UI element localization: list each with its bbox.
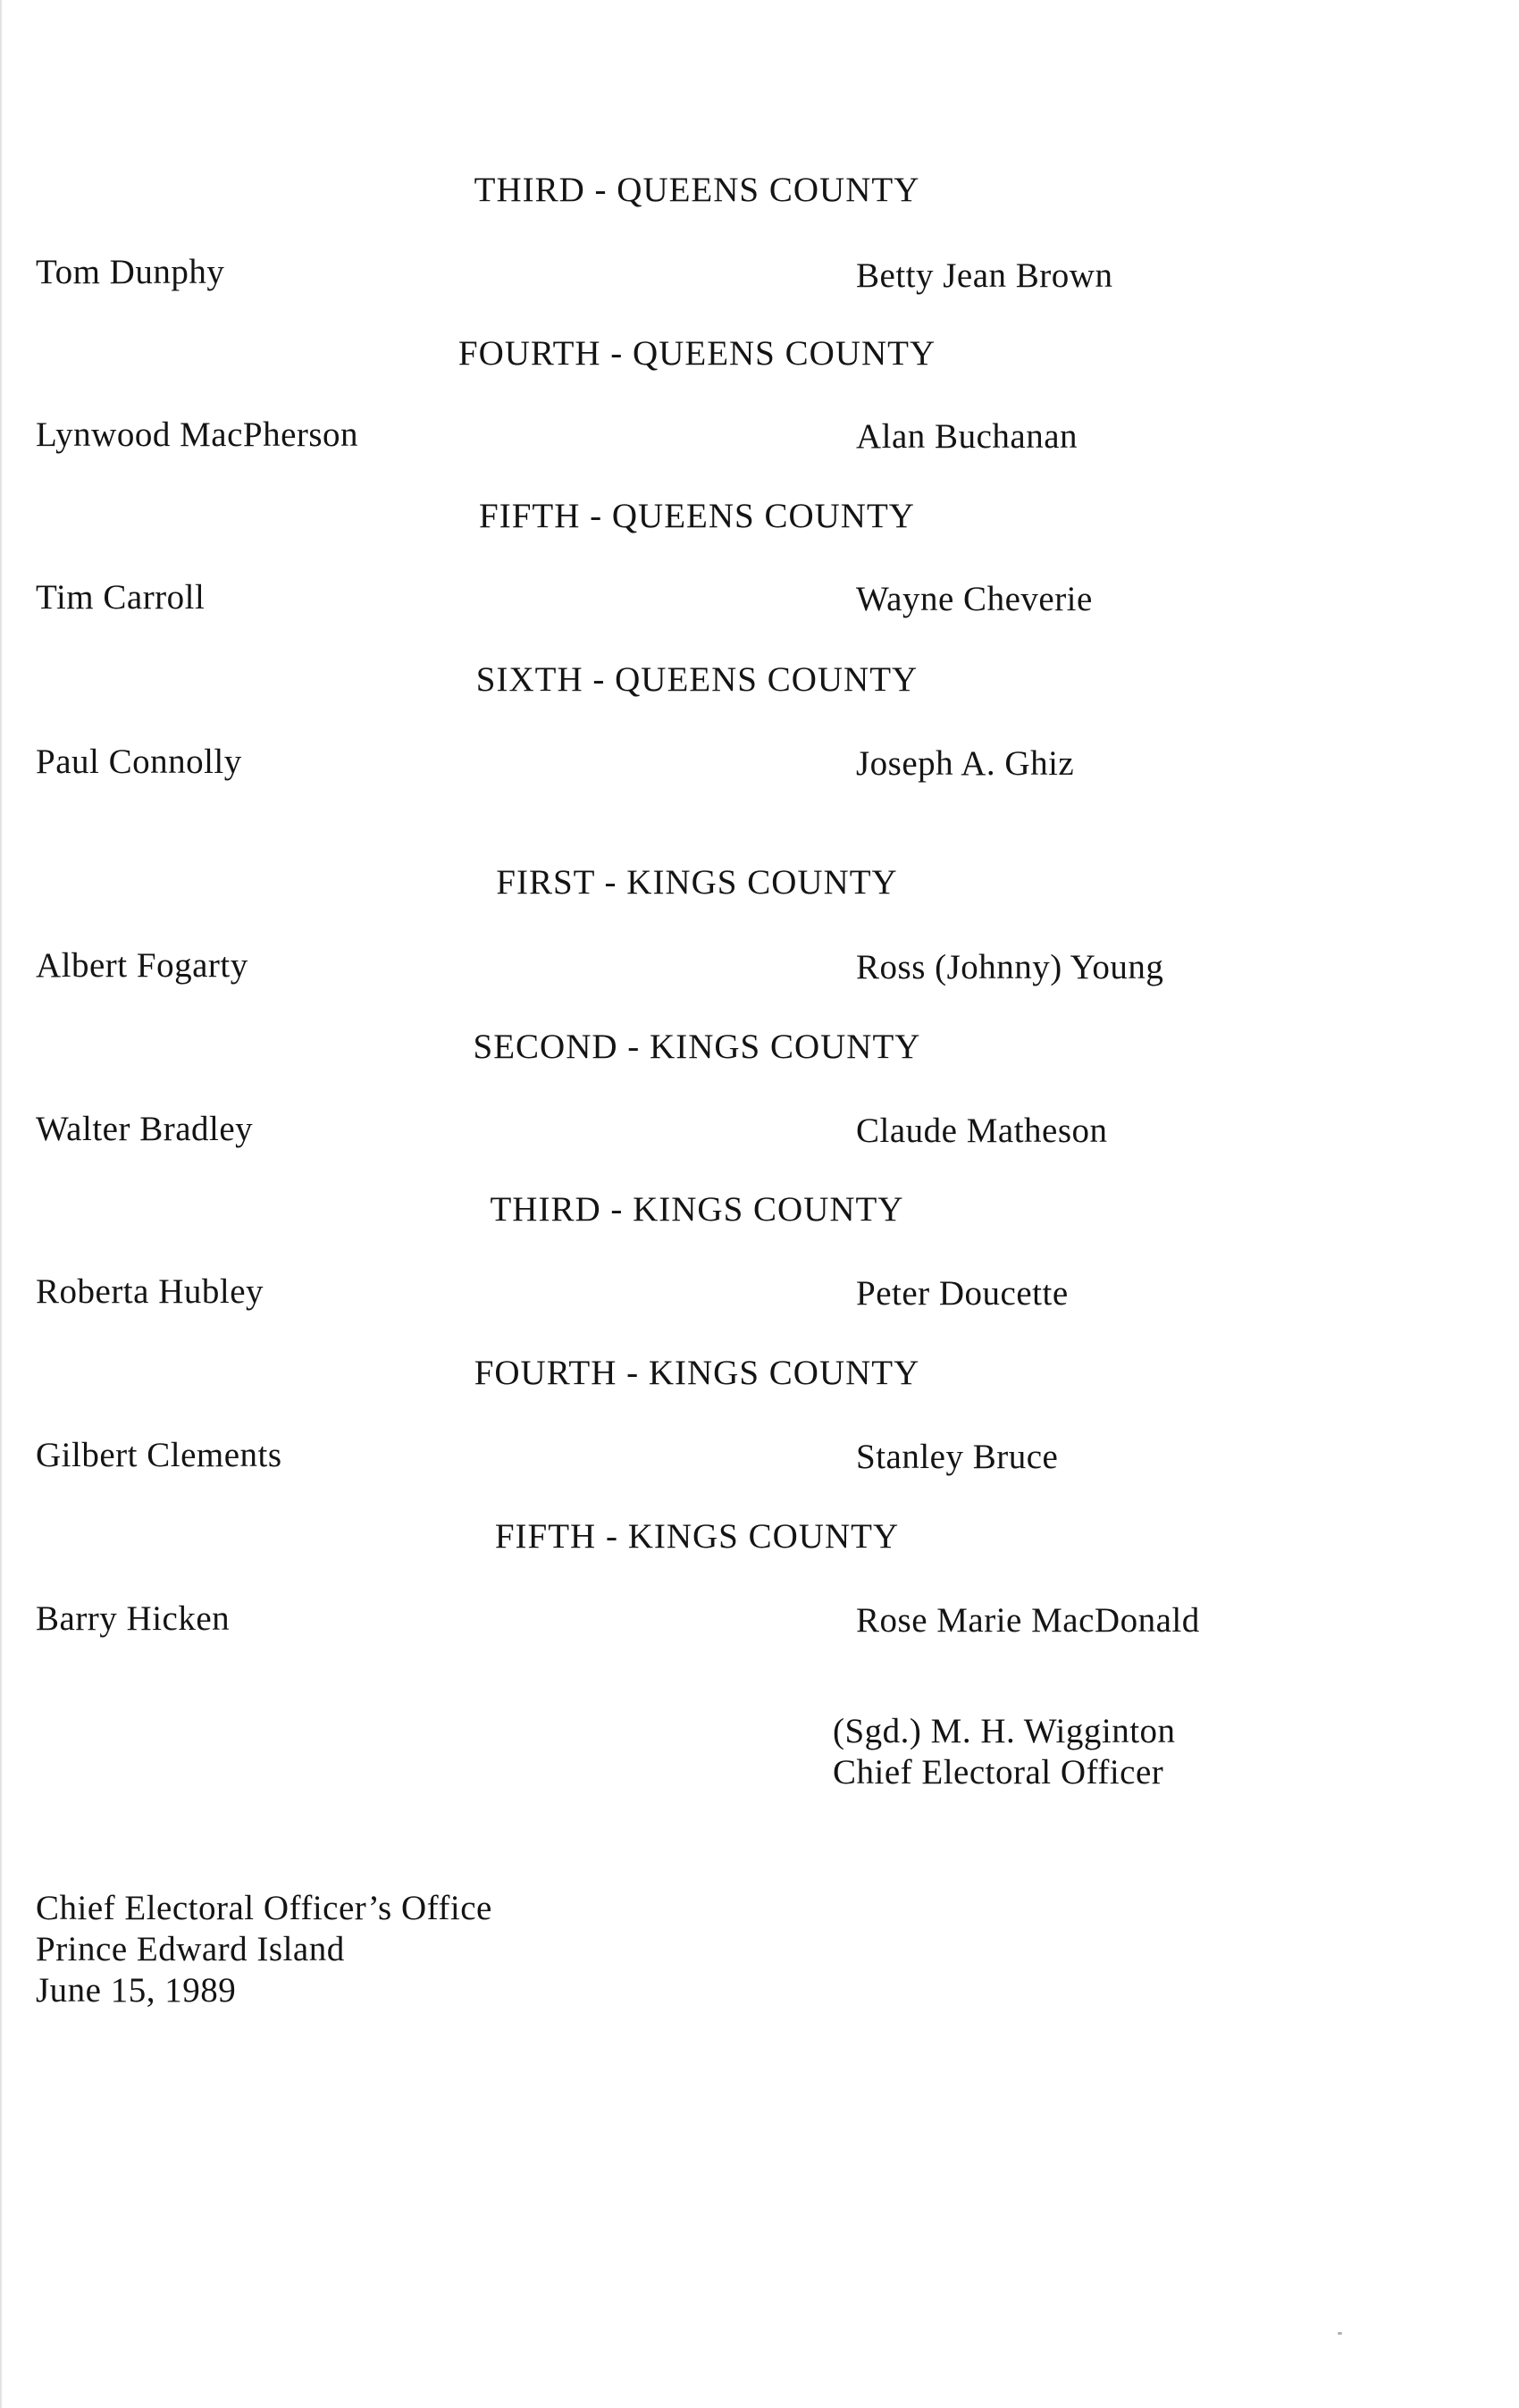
member-row: [0, 577, 1519, 622]
signatory-title: Chief Electoral Officer: [833, 1753, 1164, 1791]
signed-by: (Sgd.) M. H. Wigginton: [833, 1712, 1176, 1750]
member-name-right: Stanley Bruce: [856, 1438, 1059, 1476]
member-name-left: Lynwood MacPherson: [36, 415, 359, 454]
district-heading: FIFTH - QUEENS COUNTY: [479, 497, 915, 535]
member-row: [0, 1109, 1519, 1154]
signature-block: [833, 1711, 1176, 1793]
district-heading-row: [0, 862, 1519, 907]
district-heading: SECOND - KINGS COUNTY: [473, 1028, 921, 1066]
member-row: [0, 415, 1519, 459]
district-heading: THIRD - KINGS COUNTY: [490, 1190, 904, 1229]
district-heading: SIXTH - QUEENS COUNTY: [475, 660, 919, 699]
district-heading: FOURTH - KINGS COUNTY: [474, 1354, 920, 1392]
issue-date: June 15, 1989: [36, 1971, 237, 2009]
member-row: [0, 742, 1519, 786]
district-heading-row: [0, 1516, 1519, 1561]
district-heading-row: [0, 333, 1519, 378]
district-heading-row: [0, 659, 1519, 704]
member-name-left: Tim Carroll: [36, 578, 206, 617]
member-name-right: Peter Doucette: [856, 1274, 1069, 1313]
member-name-left: Walter Bradley: [36, 1110, 254, 1148]
district-heading-row: [0, 1353, 1519, 1397]
district-heading-row: [0, 1027, 1519, 1071]
member-row: [0, 252, 1519, 297]
district-heading-row: [0, 170, 1519, 214]
scan-speck: [1338, 2332, 1342, 2335]
member-name-left: Gilbert Clements: [36, 1436, 282, 1474]
district-heading: THIRD - QUEENS COUNTY: [474, 171, 920, 209]
issuing-office: Chief Electoral Officer’s Office: [36, 1889, 492, 1927]
district-heading: FOURTH - QUEENS COUNTY: [457, 334, 936, 373]
member-name-right: Joseph A. Ghiz: [856, 744, 1075, 783]
district-heading: FIRST - KINGS COUNTY: [496, 863, 898, 902]
member-name-right: Claude Matheson: [856, 1112, 1108, 1150]
district-heading-row: [0, 496, 1519, 541]
member-name-right: Betty Jean Brown: [856, 256, 1113, 295]
member-name-right: Ross (Johnny) Young: [856, 948, 1164, 986]
member-name-right: Alan Buchanan: [856, 417, 1078, 456]
member-name-left: Roberta Hubley: [36, 1272, 264, 1311]
province: Prince Edward Island: [36, 1930, 345, 1968]
member-name-left: Barry Hicken: [36, 1599, 231, 1638]
member-name-right: Rose Marie MacDonald: [856, 1601, 1200, 1640]
member-row: [0, 945, 1519, 990]
member-name-left: Paul Connolly: [36, 743, 242, 781]
member-name-left: Albert Fogarty: [36, 946, 248, 985]
member-row: [0, 1598, 1519, 1643]
member-row: [0, 1435, 1519, 1480]
member-row: [0, 1271, 1519, 1316]
district-heading-row: [0, 1189, 1519, 1234]
issuing-office-block: [36, 1888, 492, 2011]
member-name-left: Tom Dunphy: [36, 253, 225, 291]
member-name-right: Wayne Cheverie: [856, 580, 1093, 618]
district-heading: FIFTH - KINGS COUNTY: [494, 1517, 900, 1556]
